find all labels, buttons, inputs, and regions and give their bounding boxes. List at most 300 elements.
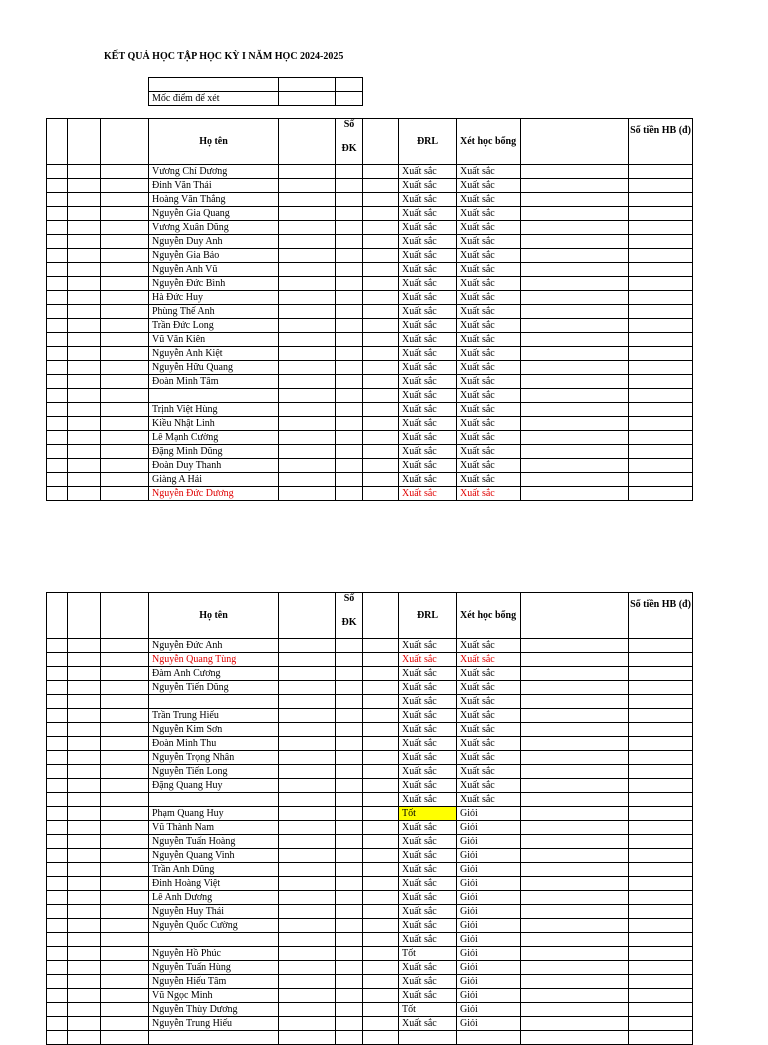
registration-cell	[336, 389, 363, 403]
code-cell	[68, 221, 101, 235]
registration-cell	[336, 403, 363, 417]
registration-cell	[336, 849, 363, 863]
amount-cell	[629, 305, 693, 319]
code-cell	[68, 877, 101, 891]
scholarship-cell: Xuất sắc	[457, 779, 521, 793]
score-cell	[279, 487, 336, 501]
header-cell	[101, 593, 149, 639]
drl-cell: Tốt	[399, 807, 457, 821]
student-name: Nguyễn Gia Quang	[149, 207, 279, 221]
code-cell	[68, 681, 101, 695]
table-row	[47, 193, 693, 207]
gpa-cell	[363, 319, 399, 333]
header-drl: ĐRL	[399, 119, 457, 165]
registration-cell	[336, 179, 363, 193]
scholarship-cell: Xuất sắc	[457, 361, 521, 375]
note-cell	[521, 179, 629, 193]
amount-cell	[629, 905, 693, 919]
registration-cell	[336, 1003, 363, 1017]
note-cell	[521, 389, 629, 403]
note-cell	[521, 933, 629, 947]
stt-cell	[47, 667, 68, 681]
drl-cell: Xuất sắc	[399, 863, 457, 877]
scholarship-cell: Xuất sắc	[457, 291, 521, 305]
table-row	[47, 863, 693, 877]
scholarship-cell: Giỏi	[457, 891, 521, 905]
header-scholarship: Xét học bổng	[457, 593, 521, 639]
table-row	[47, 835, 693, 849]
amount-cell	[629, 431, 693, 445]
registration-cell	[336, 361, 363, 375]
header-registration-bottom: ĐK	[341, 617, 357, 628]
stt-cell	[47, 319, 68, 333]
code-cell	[68, 487, 101, 501]
note-cell	[521, 1031, 629, 1045]
class-cell	[101, 333, 149, 347]
score-cell	[279, 975, 336, 989]
class-cell	[101, 765, 149, 779]
drl-cell: Xuất sắc	[399, 375, 457, 389]
note-cell	[521, 445, 629, 459]
gpa-cell	[363, 347, 399, 361]
class-cell	[101, 695, 149, 709]
drl-cell: Xuất sắc	[399, 277, 457, 291]
table-row	[47, 277, 693, 291]
note-cell	[521, 1003, 629, 1017]
note-cell	[521, 375, 629, 389]
drl-cell: Xuất sắc	[399, 291, 457, 305]
results-table-2	[46, 592, 693, 1045]
scholarship-cell: Xuất sắc	[457, 723, 521, 737]
scholarship-cell: Xuất sắc	[457, 709, 521, 723]
student-name: Phùng Thế Anh	[149, 305, 279, 319]
header-cell	[363, 593, 399, 639]
score-cell	[279, 933, 336, 947]
gpa-cell	[363, 305, 399, 319]
class-cell	[101, 221, 149, 235]
class-cell	[101, 751, 149, 765]
gpa-cell	[363, 807, 399, 821]
gpa-cell	[363, 375, 399, 389]
table-row	[47, 765, 693, 779]
table-row	[47, 235, 693, 249]
code-cell	[68, 291, 101, 305]
table-row	[47, 165, 693, 179]
scholarship-cell: Giỏi	[457, 807, 521, 821]
stt-cell	[47, 653, 68, 667]
registration-cell	[336, 793, 363, 807]
registration-cell	[336, 249, 363, 263]
code-cell	[68, 249, 101, 263]
drl-cell: Tốt	[399, 947, 457, 961]
gpa-cell	[363, 165, 399, 179]
code-cell	[68, 165, 101, 179]
code-cell	[68, 835, 101, 849]
scholarship-cell: Giỏi	[457, 1003, 521, 1017]
gpa-cell	[363, 989, 399, 1003]
class-cell	[101, 459, 149, 473]
student-name: Nguyễn Quang Tùng	[149, 653, 279, 667]
code-cell	[68, 431, 101, 445]
gpa-cell	[363, 667, 399, 681]
registration-cell	[336, 835, 363, 849]
gpa-cell	[363, 1003, 399, 1017]
table-row	[47, 347, 693, 361]
amount-cell	[629, 291, 693, 305]
code-cell	[68, 207, 101, 221]
student-name: Nguyễn Quang Vinh	[149, 849, 279, 863]
drl-cell: Xuất sắc	[399, 639, 457, 653]
gpa-cell	[363, 653, 399, 667]
table-row	[47, 821, 693, 835]
stt-cell	[47, 919, 68, 933]
table-row	[47, 263, 693, 277]
stt-cell	[47, 459, 68, 473]
header-registration-top: Số	[343, 119, 355, 130]
scholarship-cell: Xuất sắc	[457, 207, 521, 221]
gpa-cell	[363, 877, 399, 891]
gpa-cell	[363, 179, 399, 193]
note-cell	[521, 751, 629, 765]
score-cell	[279, 319, 336, 333]
gpa-cell	[363, 473, 399, 487]
stt-cell	[47, 1003, 68, 1017]
table-row	[47, 919, 693, 933]
note-cell	[521, 291, 629, 305]
code-cell	[68, 179, 101, 193]
header-registration-top: Số	[343, 593, 355, 604]
student-name: Vương Chí Dương	[149, 165, 279, 179]
class-cell	[101, 361, 149, 375]
code-cell	[68, 277, 101, 291]
code-cell	[68, 305, 101, 319]
drl-cell: Xuất sắc	[399, 347, 457, 361]
table-body	[47, 165, 693, 501]
student-name: Nguyễn Hồ Phúc	[149, 947, 279, 961]
class-cell	[101, 1003, 149, 1017]
score-cell	[279, 737, 336, 751]
note-cell	[521, 263, 629, 277]
class-cell	[101, 431, 149, 445]
note-cell	[521, 975, 629, 989]
scholarship-cell: Giỏi	[457, 975, 521, 989]
code-cell	[68, 235, 101, 249]
amount-cell	[629, 1031, 693, 1045]
score-cell	[279, 863, 336, 877]
stt-cell	[47, 723, 68, 737]
scholarship-cell: Xuất sắc	[457, 445, 521, 459]
header-cell	[521, 119, 629, 165]
student-name: Đoàn Duy Thanh	[149, 459, 279, 473]
stt-cell	[47, 291, 68, 305]
amount-cell	[629, 193, 693, 207]
gpa-cell	[363, 695, 399, 709]
score-cell	[279, 947, 336, 961]
scholarship-cell: Giỏi	[457, 821, 521, 835]
gpa-cell	[363, 905, 399, 919]
stt-cell	[47, 249, 68, 263]
stt-cell	[47, 389, 68, 403]
scholarship-cell: Xuất sắc	[457, 193, 521, 207]
table-row	[47, 403, 693, 417]
registration-cell	[336, 221, 363, 235]
table-body	[47, 639, 693, 1045]
scholarship-cell: Xuất sắc	[457, 347, 521, 361]
score-cell	[279, 1003, 336, 1017]
gpa-cell	[363, 709, 399, 723]
student-name: Nguyễn Thùy Dương	[149, 1003, 279, 1017]
registration-cell	[336, 919, 363, 933]
note-cell	[521, 961, 629, 975]
student-name: Giàng A Hải	[149, 473, 279, 487]
scholarship-cell: Xuất sắc	[457, 667, 521, 681]
class-cell	[101, 473, 149, 487]
registration-cell	[336, 431, 363, 445]
table-row	[47, 723, 693, 737]
amount-cell	[629, 989, 693, 1003]
stt-cell	[47, 179, 68, 193]
table-row	[47, 933, 693, 947]
table-row	[47, 445, 693, 459]
score-cell	[279, 473, 336, 487]
note-cell	[521, 807, 629, 821]
code-cell	[68, 947, 101, 961]
stt-cell	[47, 375, 68, 389]
gpa-cell	[363, 891, 399, 905]
table-row	[47, 333, 693, 347]
code-cell	[68, 333, 101, 347]
student-name: Phạm Quang Huy	[149, 807, 279, 821]
score-cell	[279, 891, 336, 905]
stt-cell	[47, 933, 68, 947]
drl-cell: Xuất sắc	[399, 179, 457, 193]
drl-cell: Tốt	[399, 1003, 457, 1017]
amount-cell	[629, 375, 693, 389]
registration-cell	[336, 445, 363, 459]
score-cell	[279, 919, 336, 933]
registration-cell	[336, 207, 363, 221]
drl-cell: Xuất sắc	[399, 891, 457, 905]
stt-cell	[47, 361, 68, 375]
score-cell	[279, 417, 336, 431]
amount-cell	[629, 473, 693, 487]
amount-cell	[629, 779, 693, 793]
header-cell	[279, 119, 336, 165]
table-row	[47, 639, 693, 653]
drl-cell: Xuất sắc	[399, 989, 457, 1003]
drl-cell: Xuất sắc	[399, 905, 457, 919]
stt-cell	[47, 835, 68, 849]
student-name: Nguyễn Duy Anh	[149, 235, 279, 249]
class-cell	[101, 905, 149, 919]
class-cell	[101, 403, 149, 417]
code-cell	[68, 933, 101, 947]
header-name: Họ tên	[149, 593, 279, 639]
table-row	[47, 709, 693, 723]
note-cell	[521, 737, 629, 751]
gpa-cell	[363, 263, 399, 277]
note-cell	[521, 333, 629, 347]
note-cell	[521, 709, 629, 723]
table-row	[47, 877, 693, 891]
score-cell	[279, 695, 336, 709]
stt-cell	[47, 793, 68, 807]
note-cell	[521, 487, 629, 501]
student-name: Nguyễn Quốc Cường	[149, 919, 279, 933]
gpa-cell	[363, 361, 399, 375]
threshold-table	[148, 77, 363, 106]
amount-cell	[629, 165, 693, 179]
amount-cell	[629, 179, 693, 193]
note-cell	[521, 319, 629, 333]
gpa-cell	[363, 961, 399, 975]
student-name: Nguyễn Anh Kiệt	[149, 347, 279, 361]
code-cell	[68, 319, 101, 333]
header-cell	[101, 119, 149, 165]
stt-cell	[47, 431, 68, 445]
drl-cell: Xuất sắc	[399, 333, 457, 347]
table-row	[47, 375, 693, 389]
class-cell	[101, 835, 149, 849]
note-cell	[521, 347, 629, 361]
gpa-cell	[363, 639, 399, 653]
score-cell	[279, 361, 336, 375]
amount-cell	[629, 333, 693, 347]
amount-cell	[629, 807, 693, 821]
score-cell	[279, 389, 336, 403]
cell	[336, 92, 363, 106]
registration-cell	[336, 417, 363, 431]
stt-cell	[47, 765, 68, 779]
student-name: Vũ Văn Kiên	[149, 333, 279, 347]
drl-cell: Xuất sắc	[399, 779, 457, 793]
note-cell	[521, 193, 629, 207]
registration-cell	[336, 695, 363, 709]
student-name: Trần Anh Dũng	[149, 863, 279, 877]
code-cell	[68, 347, 101, 361]
stt-cell	[47, 473, 68, 487]
code-cell	[68, 779, 101, 793]
amount-cell	[629, 975, 693, 989]
stt-cell	[47, 235, 68, 249]
score-cell	[279, 1031, 336, 1045]
registration-cell	[336, 263, 363, 277]
gpa-cell	[363, 389, 399, 403]
note-cell	[521, 417, 629, 431]
student-name: Trịnh Việt Hùng	[149, 403, 279, 417]
student-name: Nguyễn Đức Anh	[149, 639, 279, 653]
threshold-row-blank	[149, 78, 363, 92]
gpa-cell	[363, 221, 399, 235]
score-cell	[279, 961, 336, 975]
registration-cell	[336, 975, 363, 989]
header-cell	[521, 593, 629, 639]
student-name: Đoàn Minh Tâm	[149, 375, 279, 389]
gpa-cell	[363, 431, 399, 445]
results-table-1	[46, 118, 693, 501]
student-name	[149, 695, 279, 709]
drl-cell: Xuất sắc	[399, 653, 457, 667]
amount-cell	[629, 821, 693, 835]
note-cell	[521, 459, 629, 473]
scholarship-cell: Giỏi	[457, 933, 521, 947]
gpa-cell	[363, 1031, 399, 1045]
table-row	[47, 975, 693, 989]
student-name	[149, 793, 279, 807]
stt-cell	[47, 863, 68, 877]
code-cell	[68, 417, 101, 431]
drl-cell: Xuất sắc	[399, 249, 457, 263]
score-cell	[279, 821, 336, 835]
amount-cell	[629, 919, 693, 933]
table-row	[47, 751, 693, 765]
code-cell	[68, 1031, 101, 1045]
registration-cell	[336, 333, 363, 347]
table-row	[47, 779, 693, 793]
code-cell	[68, 765, 101, 779]
note-cell	[521, 473, 629, 487]
score-cell	[279, 723, 336, 737]
registration-cell	[336, 723, 363, 737]
amount-cell	[629, 695, 693, 709]
table-row	[47, 459, 693, 473]
amount-cell	[629, 249, 693, 263]
scholarship-cell	[457, 1031, 521, 1045]
table-row	[47, 389, 693, 403]
header-registration	[336, 593, 363, 639]
stt-cell	[47, 905, 68, 919]
registration-cell	[336, 375, 363, 389]
class-cell	[101, 305, 149, 319]
registration-cell	[336, 487, 363, 501]
student-name: Vũ Ngọc Minh	[149, 989, 279, 1003]
stt-cell	[47, 947, 68, 961]
class-cell	[101, 681, 149, 695]
drl-cell: Xuất sắc	[399, 667, 457, 681]
drl-cell: Xuất sắc	[399, 849, 457, 863]
code-cell	[68, 737, 101, 751]
class-cell	[101, 193, 149, 207]
amount-cell	[629, 639, 693, 653]
note-cell	[521, 249, 629, 263]
drl-cell: Xuất sắc	[399, 793, 457, 807]
class-cell	[101, 207, 149, 221]
note-cell	[521, 849, 629, 863]
scholarship-cell: Xuất sắc	[457, 249, 521, 263]
registration-cell	[336, 165, 363, 179]
class-cell	[101, 639, 149, 653]
gpa-cell	[363, 417, 399, 431]
scholarship-cell: Xuất sắc	[457, 305, 521, 319]
registration-cell	[336, 681, 363, 695]
gpa-cell	[363, 919, 399, 933]
scholarship-cell: Xuất sắc	[457, 737, 521, 751]
amount-cell	[629, 459, 693, 473]
header-cell	[47, 119, 68, 165]
class-cell	[101, 291, 149, 305]
score-cell	[279, 193, 336, 207]
amount-cell	[629, 277, 693, 291]
header-drl: ĐRL	[399, 593, 457, 639]
scholarship-cell: Xuất sắc	[457, 179, 521, 193]
drl-cell: Xuất sắc	[399, 193, 457, 207]
amount-cell	[629, 653, 693, 667]
header-name: Họ tên	[149, 119, 279, 165]
amount-cell	[629, 849, 693, 863]
code-cell	[68, 919, 101, 933]
code-cell	[68, 863, 101, 877]
note-cell	[521, 639, 629, 653]
